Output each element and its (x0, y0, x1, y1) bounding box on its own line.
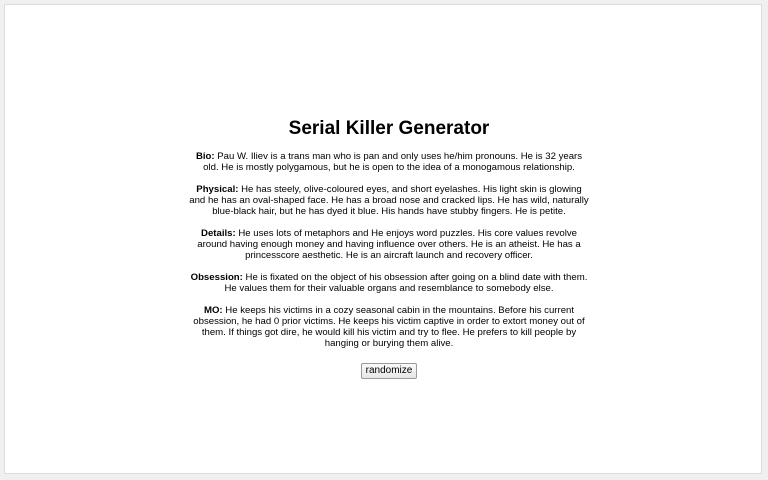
page-frame (4, 4, 762, 474)
generator-content (188, 117, 590, 379)
physical-label: Physical: (196, 184, 239, 195)
details-paragraph (188, 228, 590, 261)
bio-text: Pau W. Iliev is a trans man who is pan and only uses he/him pronouns. He is 32 years old. He is mostly polygamous, but he is open to the idea of a monogamous relationship. (203, 151, 583, 173)
obsession-paragraph (188, 272, 590, 294)
randomize-button[interactable]: randomize (361, 363, 418, 379)
details-label: Details: (201, 228, 236, 239)
obsession-label: Obsession: (190, 272, 243, 283)
details-text: He uses lots of metaphors and He enjoys word puzzles. His core values revolve around having enough money and having influence over others. He is an atheist. He has a princesscore aesthetic. He is an aircraft launch and recovery officer. (197, 228, 581, 261)
obsession-text: He is fixated on the object of his obsession after going on a blind date with them. He values them for their valuable organs and resemblance to somebody else. (224, 272, 588, 294)
bio-label: Bio: (195, 151, 215, 162)
page-title: Serial Killer Generator (288, 118, 490, 139)
mo-paragraph (188, 305, 590, 349)
mo-label: MO: (203, 305, 223, 316)
physical-paragraph (188, 184, 590, 217)
mo-text: He keeps his victims in a cozy seasonal cabin in the mountains. Before his current obsession, he had 0 prior victims. He keeps his victim captive in order to extort money out of them. If things got dire, he would kill his victim and try to flee. He prefers to kill people by hanging or burying them alive. (193, 305, 585, 349)
bio-paragraph (188, 151, 590, 173)
physical-text: He has steely, olive-coloured eyes, and short eyelashes. His light skin is glowing and he has an oval-shaped face. He has a broad nose and cracked lips. He has wild, naturally blue-black hair, but he has dyed it blue. His hands have stubby fingers. He is petite. (189, 184, 589, 217)
